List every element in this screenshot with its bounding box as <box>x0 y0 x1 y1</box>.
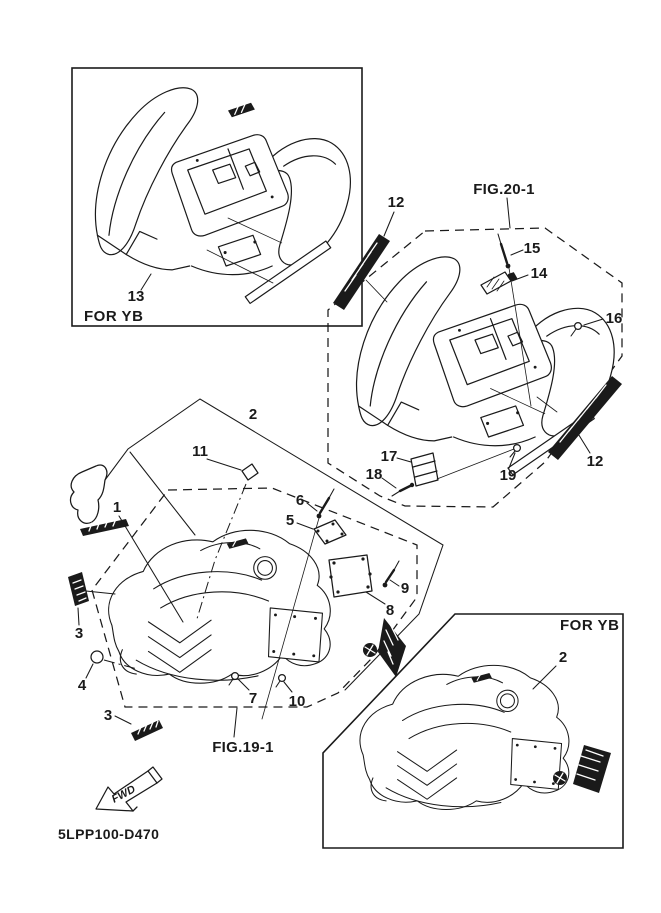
graphic-decal-3-top <box>68 572 115 606</box>
fwd-direction-arrow-icon <box>96 767 162 811</box>
callout-3-top: 3 <box>74 625 84 642</box>
callout-4-leader <box>86 664 93 678</box>
callout-11-leader <box>207 459 241 470</box>
callout-1: 1 <box>112 499 122 516</box>
callout-9-leader <box>390 580 399 586</box>
drawing-code: 5LPP100-D470 <box>58 826 160 842</box>
callout-6-leader <box>307 503 317 511</box>
rear-fender-yb-panel <box>72 68 362 326</box>
callout-17-leader <box>397 458 411 462</box>
callout-12-side-leader <box>577 432 590 453</box>
callout-18: 18 <box>365 466 383 483</box>
rivet-10-icon <box>276 675 285 687</box>
warning-label-14 <box>481 272 511 294</box>
callout-18-leader <box>382 478 396 488</box>
callout-5: 5 <box>285 512 295 529</box>
screw-9-icon <box>383 561 399 587</box>
callout-13: 13 <box>127 288 145 305</box>
callout-3-top-leader <box>78 608 79 625</box>
bracket-plate-17 <box>411 449 514 486</box>
footer <box>58 767 162 842</box>
callout-2-yb: 2 <box>558 649 568 666</box>
fig19-title-leader <box>234 708 237 737</box>
rear-fender-art <box>95 88 350 304</box>
callout-12-side: 12 <box>586 453 604 470</box>
plate-8-icon <box>329 555 372 597</box>
callout-7-leader <box>238 679 249 690</box>
rivet-19-icon <box>510 445 520 457</box>
callout-4: 4 <box>77 677 87 694</box>
callout-6: 6 <box>295 492 305 509</box>
screw-18-icon <box>392 483 414 496</box>
front-fender-yb-panel <box>323 614 623 848</box>
mudflap-decal-left <box>363 618 406 677</box>
callout-12-leader <box>384 212 394 236</box>
callout-8: 8 <box>385 602 395 619</box>
front-fender-art <box>360 665 569 809</box>
callout-16: 16 <box>605 310 623 327</box>
callout-19: 19 <box>499 467 517 484</box>
callout-9: 9 <box>400 580 410 597</box>
callout-11: 11 <box>192 443 208 460</box>
fig20-panel <box>328 181 622 507</box>
callout-7: 7 <box>248 690 258 707</box>
callout-3-bottom: 3 <box>103 707 113 724</box>
graphic-decal-3-bottom <box>131 720 163 741</box>
plate-5-icon <box>314 520 346 544</box>
callout-17: 17 <box>380 448 398 465</box>
variant-label: FOR YB <box>560 617 620 634</box>
variant-label: FOR YB <box>84 308 144 325</box>
decal-11-icon <box>242 464 258 480</box>
callout-10-leader <box>284 682 292 692</box>
fwd-label: FWD <box>109 783 138 806</box>
callout-14: 14 <box>530 265 548 282</box>
callout-15-leader <box>511 250 523 255</box>
callout-5-leader <box>297 523 313 529</box>
flap-part-outline <box>71 465 107 523</box>
callout-2: 2 <box>248 406 258 423</box>
fig19-title: FIG.19-1 <box>212 739 274 756</box>
decal-locator-line <box>366 280 387 302</box>
callout-15: 15 <box>523 240 541 257</box>
callout-12: 12 <box>387 194 405 211</box>
callout-10: 10 <box>288 693 306 710</box>
callout-3-bottom-leader <box>115 716 131 724</box>
fig20-title: FIG.20-1 <box>473 181 535 198</box>
fig20-title-leader <box>507 198 510 228</box>
callout-8-leader <box>366 592 385 604</box>
